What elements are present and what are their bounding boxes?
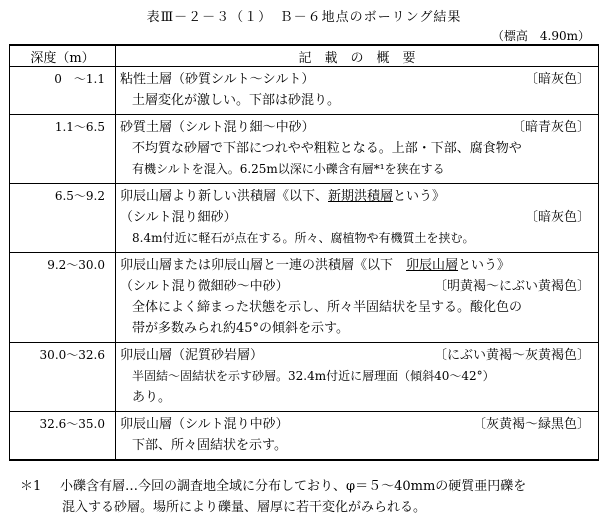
description-line: 有機シルトを混入。6.25m以深に小礫含有層*¹を狭在する	[132, 162, 445, 176]
description-cell	[116, 115, 599, 184]
depth-cell: 0 ～1.1	[10, 67, 116, 115]
layer-color: 〔暗青灰色〕	[511, 120, 590, 135]
layer-color: 〔灰黄褐～緑黒色〕	[472, 417, 590, 432]
description-line: 8.4m付近に軽石が点在する。所々、腐植物や有機質土を挟む。	[132, 231, 475, 245]
table-row	[10, 343, 599, 412]
layer-name: 卯辰山層（シルト混り中砂）	[120, 417, 289, 432]
layer-name-underlined: 卯辰山層	[406, 258, 459, 273]
description-line: 帯が多数みられ約45°の傾斜を示す。	[132, 321, 350, 336]
depth-cell: 30.0～32.6	[10, 343, 116, 412]
layer-name: 卯辰山層（泥質砂岩層）	[120, 348, 264, 363]
elevation-label: （標高 4.90m）	[491, 29, 590, 43]
description-cell	[116, 253, 599, 343]
layer-name: 卯辰山層または卯辰山層と一連の洪積層《以下 卯辰山層という》	[120, 258, 511, 273]
depth-header: 深度（m）	[10, 45, 116, 67]
layer-color: 〔明黄褐～にぶい黄褐色〕	[433, 279, 590, 294]
footnote-mark: ＊1	[20, 479, 42, 494]
description-header: 記 載 の 概 要	[116, 45, 599, 67]
table-row	[10, 184, 599, 253]
layer-color: 〔にぶい黄褐～灰黄褐色〕	[433, 348, 590, 363]
table-title: 表Ⅲ－２－３（１） Ｂ－６地点のボーリング結果	[146, 10, 462, 25]
sublayer-name: （シルト混り細砂）	[120, 210, 237, 225]
sublayer-name: （シルト混り微細砂～中砂）	[120, 279, 289, 294]
depth-cell: 1.1～6.5	[10, 115, 116, 184]
layer-name-underlined: 新期洪積層	[328, 189, 394, 204]
layer-name: 粘性土層（砂質シルト～シルト）	[120, 72, 315, 87]
layer-name: 卯辰山層より新しい洪積層《以下、新期洪積層という》	[120, 189, 446, 204]
table-row	[10, 67, 599, 115]
layer-name: 砂質土層（シルト混り細～中砂）	[120, 120, 315, 135]
description-line: 下部、所々固結状を示す。	[132, 438, 287, 453]
table-row	[10, 253, 599, 343]
depth-cell: 6.5～9.2	[10, 184, 116, 253]
layer-color: 〔暗灰色〕	[524, 72, 590, 87]
table-row	[10, 115, 599, 184]
depth-cell: 9.2～30.0	[10, 253, 116, 343]
footnote	[20, 476, 526, 518]
description-line: 不均質な砂層で下部につれやや粗粒となる。上部・下部、腐食物や	[132, 141, 522, 156]
header-row	[10, 45, 599, 67]
description-line: 全体によく締まった状態を示し、所々半固結状を呈する。酸化色の	[132, 300, 523, 315]
description-line: あり。	[132, 390, 172, 405]
description-line: 半固結～固結状を示す砂層。32.4m付近に層理面（傾斜40～42°）	[132, 369, 495, 383]
layer-color: 〔暗灰色〕	[524, 210, 590, 225]
table-row	[10, 412, 599, 461]
description-cell	[116, 184, 599, 253]
description-line: 土層変化が激しい。下部は砂混り。	[132, 93, 341, 108]
boring-results-table	[9, 44, 599, 461]
description-cell	[116, 412, 599, 461]
footnote-line: 小礫含有層…今回の調査地全域に分布しており、φ＝５～40mmの硬質亜円礫を	[60, 479, 527, 494]
description-cell	[116, 67, 599, 115]
description-cell	[116, 343, 599, 412]
footnote-line: 混入する砂層。場所により礫量、層厚に若干変化がみられる。	[62, 500, 427, 515]
depth-cell: 32.6～35.0	[10, 412, 116, 461]
